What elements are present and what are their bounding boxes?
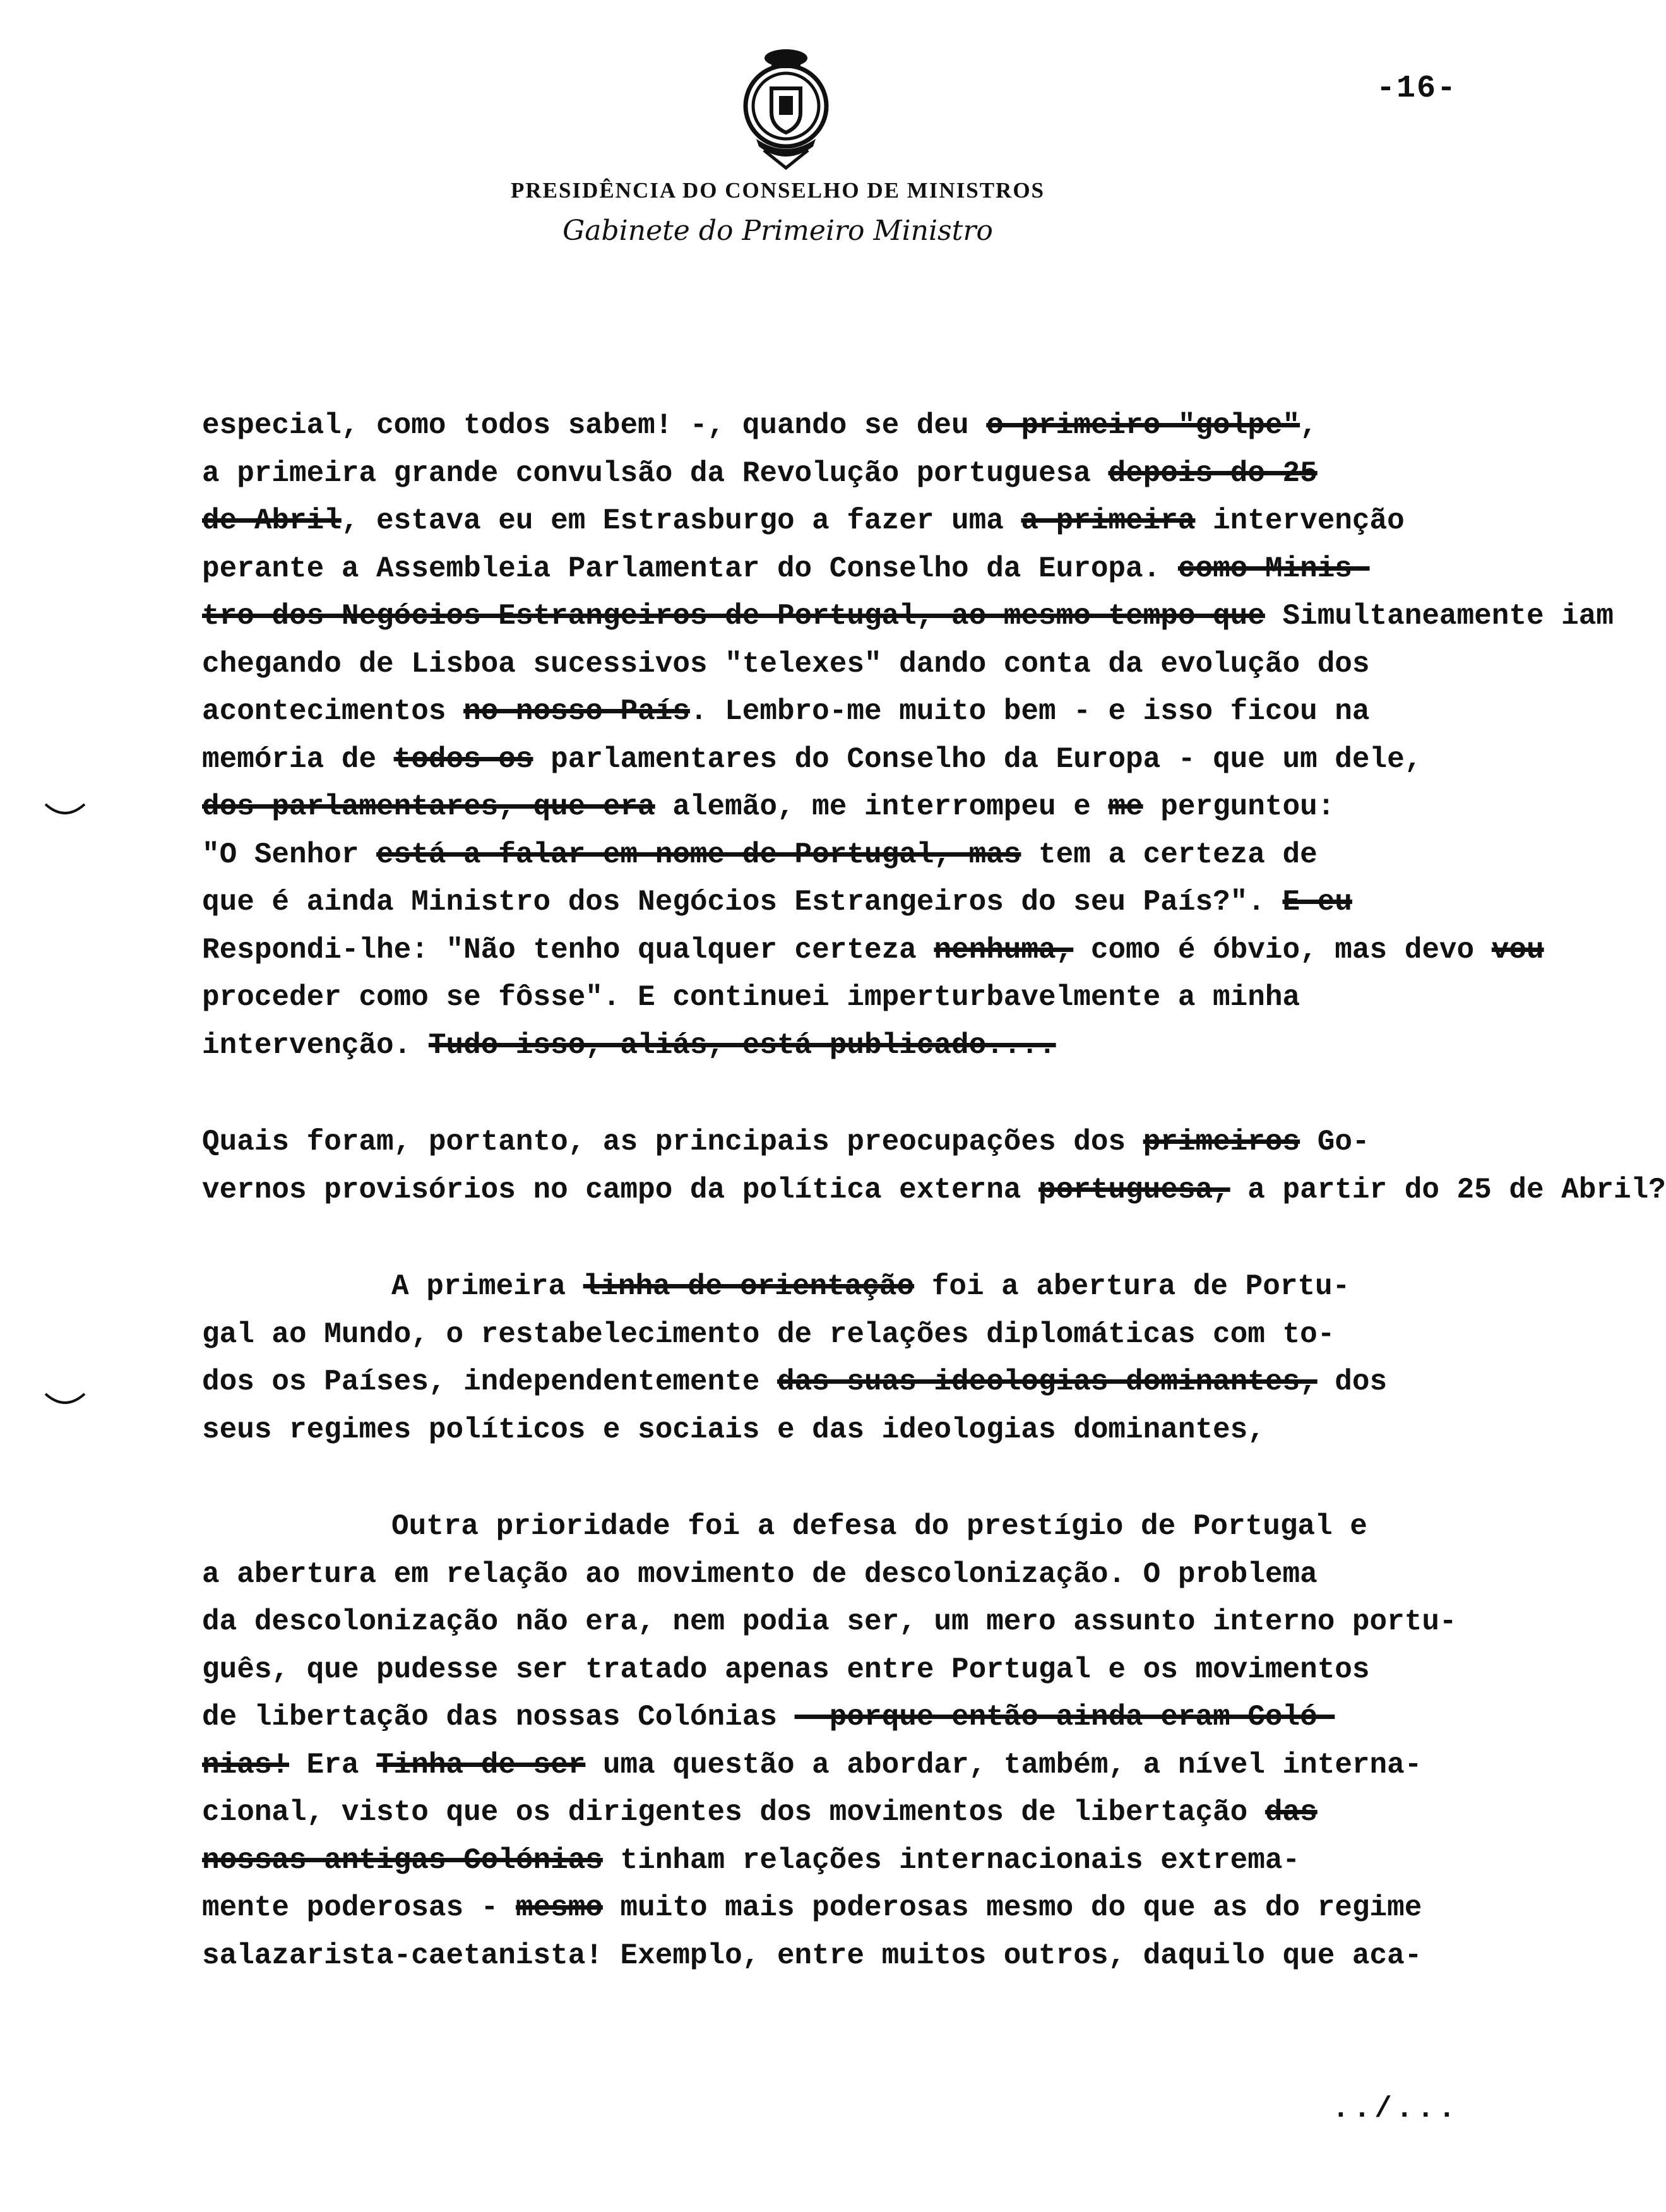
- text-line: [202, 688, 1515, 736]
- text-segment: como é óbvio, mas devo: [1073, 933, 1492, 966]
- text-segment: "O Senhor: [202, 838, 377, 871]
- header-subtitle: Gabinete do Primeiro Ministro: [562, 215, 993, 247]
- struck-text: primeiros: [1143, 1126, 1300, 1158]
- header-title: PRESIDÊNCIA DO CONSELHO DE MINISTROS: [510, 178, 1045, 203]
- text-segment: a partir do 25 de Abril?: [1230, 1173, 1666, 1206]
- body-text: [202, 402, 1666, 1980]
- text-segment: chegando de Lisboa sucessivos "telexes" dando conta da evolução dos: [202, 647, 1370, 681]
- text-line: [202, 1742, 1515, 1790]
- text-segment: Era: [289, 1748, 377, 1781]
- struck-text: Tinha de ser: [376, 1748, 586, 1781]
- struck-text: das suas ideologias dominantes,: [776, 1365, 1318, 1398]
- text-line: [202, 736, 1515, 784]
- text-segment: dos: [1317, 1365, 1388, 1398]
- paragraph-strasbourg: [202, 402, 1614, 1069]
- text-segment: Go-: [1300, 1126, 1370, 1158]
- coat-of-arms-icon: [739, 44, 833, 170]
- text-line: [202, 641, 1515, 689]
- text-line: [202, 1646, 1515, 1694]
- text-segment: alemão, me interrompeu e: [655, 790, 1109, 823]
- text-line: [202, 1884, 1515, 1932]
- struck-text: o primeiro "golpe": [986, 409, 1300, 442]
- text-line: [202, 1167, 1666, 1215]
- struck-text: nenhuma,: [934, 933, 1074, 966]
- text-line: [202, 831, 1515, 879]
- struck-text: está a falar em nome de Portugal, mas: [376, 838, 1021, 871]
- struck-text: linha de orientação: [583, 1270, 915, 1303]
- text-line: [202, 1263, 1515, 1311]
- struck-text: me: [1108, 790, 1143, 823]
- struck-text: vou: [1491, 933, 1544, 966]
- struck-text: mesmo: [515, 1891, 603, 1924]
- text-segment: intervenção.: [202, 1028, 429, 1062]
- text-segment: a primeira grande convulsão da Revolução portuguesa: [202, 456, 1109, 490]
- text-segment: Quais foram, portanto, as principais preocupações dos: [202, 1126, 1143, 1158]
- text-line: [202, 1119, 1515, 1167]
- text-segment: intervenção: [1195, 504, 1405, 537]
- paragraph-decolonization: [202, 1503, 1515, 1980]
- struck-text: das: [1264, 1796, 1318, 1829]
- text-segment: foi a abertura de Portu-: [914, 1270, 1350, 1303]
- text-segment: proceder como se fôsse". E continuei imperturbavelmente a minha: [202, 981, 1300, 1014]
- text-line: [202, 1311, 1515, 1359]
- struck-text: nias!: [202, 1748, 290, 1781]
- text-segment: , estava eu em Estrasburgo a fazer uma: [341, 504, 1021, 537]
- text-line: [202, 1406, 1515, 1454]
- margin-mark: [43, 1390, 87, 1409]
- text-segment: Respondi-lhe: "Não tenho qualquer certeza: [202, 933, 934, 966]
- struck-text: depois do 25: [1108, 456, 1318, 490]
- text-segment: vernos provisórios no campo da política externa: [202, 1173, 1039, 1206]
- text-line: [202, 927, 1544, 975]
- struck-text: no nosso País: [463, 695, 690, 728]
- text-segment: dos os Países, independentemente: [202, 1365, 777, 1398]
- text-line: [202, 1359, 1515, 1406]
- text-segment: seus regimes políticos e sociais e das ideologias dominantes,: [202, 1413, 1265, 1446]
- text-line: [202, 1694, 1515, 1742]
- struck-text: nossas antigas Colónias: [202, 1843, 603, 1877]
- text-segment: Simultaneamente iam: [1264, 600, 1614, 633]
- struck-text: como Minis-: [1177, 552, 1370, 585]
- text-line: [202, 402, 1515, 450]
- text-segment: guês, que pudesse ser tratado apenas entre Portugal e os movimentos: [202, 1653, 1370, 1686]
- text-line: [202, 974, 1515, 1022]
- margin-mark: [43, 800, 87, 819]
- text-segment: memória de: [202, 742, 394, 776]
- text-segment: . Lembro-me muito bem - e isso ficou na: [689, 695, 1370, 728]
- text-line: [202, 450, 1515, 498]
- text-segment: uma questão a abordar, também, a nível interna-: [585, 1748, 1422, 1781]
- text-line: [202, 1598, 1515, 1646]
- struck-text: Tudo isso, aliás, está publicado....: [428, 1028, 1056, 1062]
- text-segment: parlamentares do Conselho da Europa - que um dele,: [533, 742, 1422, 776]
- text-line: [202, 593, 1614, 641]
- text-segment: mente poderosas -: [202, 1891, 516, 1924]
- struck-text: E eu: [1282, 886, 1352, 919]
- text-segment: gal ao Mundo, o restabelecimento de relações diplomáticas com to-: [202, 1317, 1335, 1351]
- struck-text: de Abril: [202, 504, 342, 537]
- struck-text: tro dos Negócios Estrangeiros de Portugal, ao mesmo tempo que: [202, 600, 1265, 633]
- struck-text: portuguesa,: [1038, 1173, 1230, 1206]
- text-segment: especial, como todos sabem! -, quando se deu: [202, 409, 987, 442]
- struck-text: todos os: [393, 742, 533, 776]
- struck-text: dos parlamentares, que era: [202, 790, 655, 823]
- struck-text: a primeira: [1021, 504, 1196, 537]
- text-segment: a abertura em relação ao movimento de descolonização. O problema: [202, 1557, 1318, 1591]
- paragraph-opening: [202, 1263, 1515, 1454]
- text-line: [202, 545, 1515, 593]
- text-segment: Outra prioridade foi a defesa do prestígio de Portugal e: [391, 1510, 1367, 1543]
- text-segment: A primeira: [391, 1270, 583, 1303]
- page-number: -16-: [1376, 71, 1458, 107]
- continuation-marker: ../...: [1332, 2093, 1460, 2126]
- text-segment: perante a Assembleia Parlamentar do Conselho da Europa.: [202, 552, 1178, 585]
- text-line: [202, 1022, 1515, 1070]
- text-line: [202, 1551, 1515, 1599]
- text-segment: que é ainda Ministro dos Negócios Estrangeiros do seu País?".: [202, 886, 1283, 919]
- text-segment: tinham relações internacionais extrema-: [602, 1843, 1300, 1877]
- text-line: [202, 1503, 1515, 1551]
- text-line: [202, 879, 1515, 927]
- text-line: [202, 1837, 1515, 1885]
- text-line: [202, 1789, 1515, 1837]
- struck-text: - porque então ainda eram Coló-: [794, 1701, 1335, 1733]
- text-line: [202, 497, 1515, 545]
- text-segment: acontecimentos: [202, 695, 464, 728]
- text-line: [202, 1932, 1515, 1980]
- text-segment: muito mais poderosas mesmo do que as do regime: [602, 1891, 1422, 1924]
- text-segment: ,: [1300, 409, 1318, 442]
- text-segment: da descolonização não era, nem podia ser, um mero assunto interno portu-: [202, 1605, 1457, 1638]
- text-segment: de libertação das nossas Colónias: [202, 1701, 795, 1733]
- paragraph-question: [202, 1119, 1666, 1214]
- text-segment: tem a certeza de: [1021, 838, 1318, 871]
- text-segment: cional, visto que os dirigentes dos movimentos de libertação: [202, 1796, 1265, 1829]
- text-segment: salazarista-caetanista! Exemplo, entre muitos outros, daquilo que aca-: [202, 1939, 1422, 1972]
- text-segment: perguntou:: [1143, 790, 1335, 823]
- text-line: [202, 783, 1515, 831]
